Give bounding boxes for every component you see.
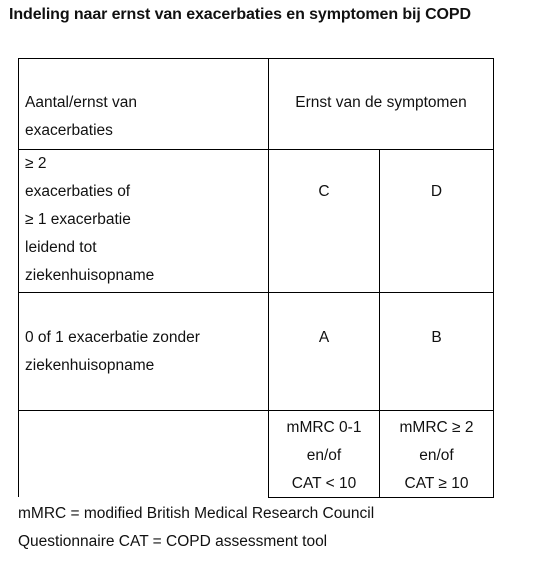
criteria-line: CAT < 10	[291, 475, 357, 492]
table-border-right	[493, 58, 494, 498]
row1-left-line: ziekenhuisopname	[25, 267, 155, 284]
symptom-criteria-low	[269, 414, 379, 498]
note-line: Questionnaire CAT = COPD assessment tool	[18, 533, 328, 550]
cell-group-d: D	[430, 183, 443, 200]
row-low-exacerbations-label	[25, 324, 268, 380]
table-row-divider	[18, 292, 494, 293]
cell-group-a: A	[318, 329, 330, 346]
table-row-divider	[18, 410, 494, 411]
row2-left-line: ziekenhuisopname	[25, 357, 155, 374]
note-line: mMRC = modified British Medical Research Council	[18, 505, 375, 522]
copd-classification-table	[18, 58, 494, 498]
cell-group-c: C	[318, 183, 330, 200]
header-symptoms: Ernst van de symptomen	[295, 94, 467, 111]
criteria-line: mMRC 0-1	[286, 419, 362, 436]
header-exacerbations	[25, 89, 265, 145]
abbreviation-notes	[18, 500, 374, 556]
header-left-line: Aantal/ernst van	[25, 94, 138, 111]
header-left-line: exacerbaties	[25, 122, 113, 139]
table-border-left	[18, 58, 19, 497]
criteria-line: CAT ≥ 10	[404, 475, 469, 492]
criteria-line: en/of	[419, 447, 454, 464]
row1-left-line: ≥ 1 exacerbatie	[25, 211, 131, 228]
row1-left-line: ≥ 2	[25, 155, 47, 172]
criteria-line: mMRC ≥ 2	[399, 419, 474, 436]
row-high-exacerbations-label	[25, 150, 265, 290]
row1-left-line: exacerbaties of	[25, 183, 131, 200]
cell-group-b: B	[431, 329, 442, 346]
table-border-top	[18, 58, 494, 59]
row1-left-line: leidend tot	[25, 239, 97, 256]
symptom-criteria-high	[380, 414, 493, 498]
criteria-line: en/of	[306, 447, 342, 464]
page-title: Indeling naar ernst van exacerbaties en symptomen bij COPD	[9, 6, 471, 23]
row2-left-line: 0 of 1 exacerbatie zonder	[25, 329, 200, 346]
